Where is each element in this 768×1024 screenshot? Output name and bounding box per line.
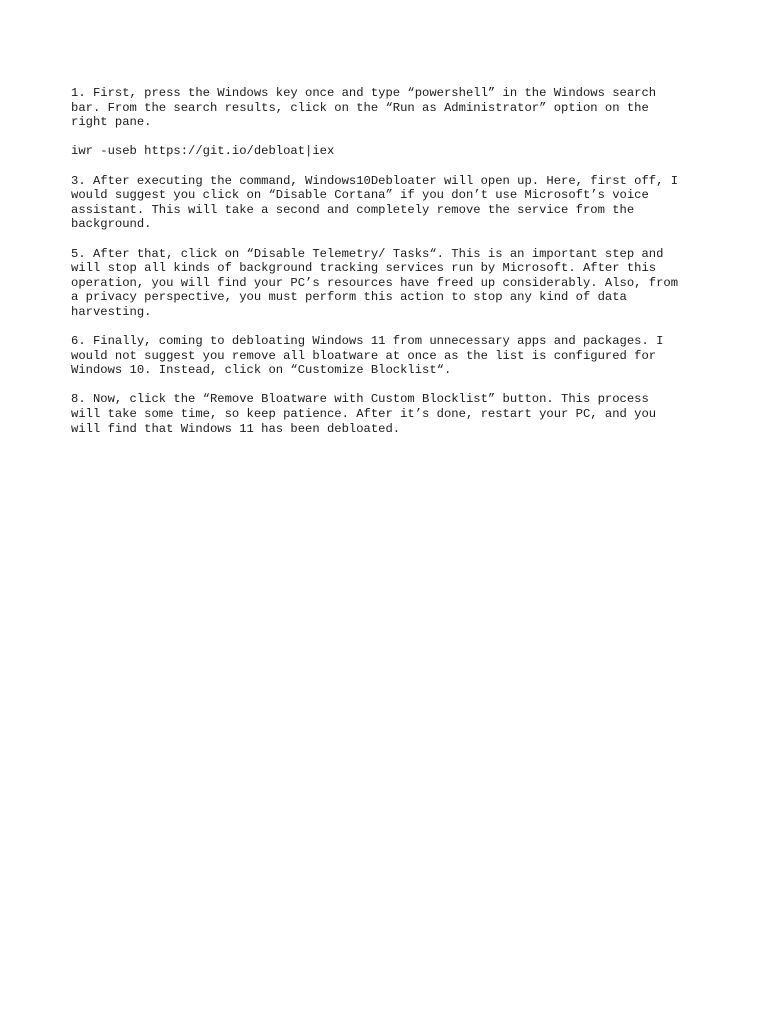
step-3-paragraph: 3. After executing the command, Windows10Debloater will open up. Here, first off, I would suggest you click on “Disable Cortana” if you don’t use Microsoft’s voice assistant. This will take a second and completely remove the service from the background. bbox=[71, 173, 679, 232]
step-5-paragraph: 5. After that, click on “Disable Telemetry/ Tasks“. This is an important step and will stop all kinds of background tracking services run by Microsoft. After this operation, you will find your PC’s resources have freed up considerably. Also, from a privacy perspective, you must perform this action to stop any kind of data harvesting. bbox=[71, 246, 679, 319]
document-page bbox=[71, 86, 711, 451]
step-6-paragraph: 6. Finally, coming to debloating Windows 11 from unnecessary apps and packages. I would not suggest you remove all bloatware at once as the list is configured for Windows 10. Instead, click on “Customize Blocklist“. bbox=[71, 334, 664, 378]
step-8-paragraph: 8. Now, click the “Remove Bloatware with Custom Blocklist” button. This process will take some time, so keep patience. After it’s done, restart your PC, and you will find that Windows 11 has been debloated. bbox=[71, 392, 657, 436]
command-line: iwr -useb https://git.io/debloat|iex bbox=[71, 144, 335, 159]
step-1-paragraph: 1. First, press the Windows key once and type “powershell” in the Windows search bar. From the search results, click on the “Run as Administrator” option on the right pane. bbox=[71, 86, 657, 130]
